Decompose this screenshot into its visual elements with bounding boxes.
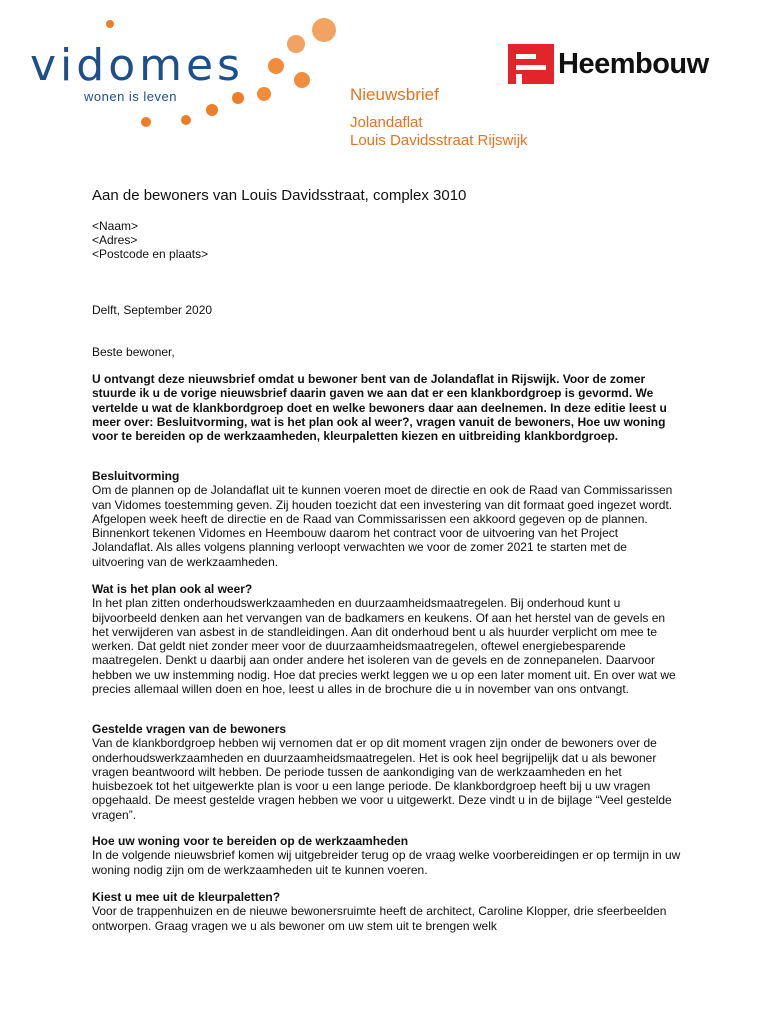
- section-body: In het plan zitten onderhoudswerkzaamheden en duurzaamheidsmaatregelen. Bij onderhoud kunt u bijvoorbeeld denken aan het vervangen van de badkamers en keukens. Of aan het herstel van de gevels en het verwijderen van asbest in de standleidingen. Aan dit onderhoud bent u als huurder verplicht om mee te werken. Dat geldt niet zonder meer voor de duurzaamheidsmaatregelen, oftewel energiebesparende maatregelen. Denkt u daarbij aan onder andere het isoleren van de gevels en de zonnepanelen. Daarvoor hebben we uw instemming nodig. Hoe dat precies werkt leggen we u op een later moment uit. En over wat we precies allemaal willen doen en hoe, leest u alles in de brochure die u in november van ons ontvangt.: [92, 596, 676, 697]
- logo-dot: [312, 18, 336, 42]
- section-heading: Kiest u mee uit de kleurpaletten?: [92, 890, 281, 904]
- heembouw-mark-icon: [508, 44, 554, 84]
- section-voorbereiding: [92, 834, 682, 877]
- logo-dot: [181, 115, 191, 125]
- section-heading: Gestelde vragen van de bewoners: [92, 722, 287, 736]
- address-street-placeholder: <Adres>: [92, 233, 138, 247]
- logo-dot: [141, 117, 151, 127]
- intro-paragraph: U ontvangt deze nieuwsbrief omdat u bewoner bent van de Jolandaflat in Rijswijk. Voor de zomer stuurde ik u de vorige nieuwsbrief daarin gaven we aan dat er een klankbordgroep is gevormd. We vertelde u wat de klankbordgroep doet en welke bewoners daar aan deelnemen. In deze editie leest u meer over: Besluitvorming, wat is het plan ook al weer?, vragen vanuit de bewoners, Hoe uw woning voor te bereiden op de werkzaamheden, kleurpaletten kiezen en uitbreiding klankbordgroep.: [92, 372, 667, 444]
- section-body: Van de klankbordgroep hebben wij vernomen dat er op dit moment vragen zijn onder de bewoners over de onderhoudswerkzaamheden en duurzaamheidsmaatregelen. Het is ook heel begrijpelijk dat u als bewoner vragen beantwoord wilt hebben. De periode tussen de aankondiging van de werkzaamheden en het huisbezoek tot het uitgewerkte plan is voor u een lange periode. De klankbordgroep heeft bij u uw vragen opgehaald. De meest gestelde vragen hebben we voor u uitgewerkt. Deze vindt u in de bijlage “Veel gestelde vragen”.: [92, 736, 672, 822]
- recipient-line: Aan de bewoners van Louis Davidsstraat, complex 3010: [92, 187, 467, 204]
- heembouw-wordmark: Heembouw: [558, 48, 709, 80]
- logo-dot: [106, 20, 114, 28]
- vidomes-tagline: wonen is leven: [84, 89, 177, 104]
- section-body: In de volgende nieuwsbrief komen wij uitgebreider terug op de vraag welke voorbereidingen er op termijn in uw woning nodig zijn om de werkzaamheden uit te kunnen voeren.: [92, 848, 681, 877]
- address-name-placeholder: <Naam>: [92, 219, 139, 233]
- logo-dot: [268, 58, 284, 74]
- logo-dot: [257, 87, 271, 101]
- section-kleurpaletten: [92, 890, 682, 933]
- logo-dot: [232, 92, 244, 104]
- section-plan: [92, 582, 682, 696]
- logo-dot: [287, 35, 305, 53]
- logo-dot: [206, 104, 218, 116]
- newsletter-label: Nieuwsbrief: [350, 85, 439, 104]
- section-body: Om de plannen op de Jolandaflat uit te kunnen voeren moet de directie en ook de Raad van Commissarissen van Vidomes toestemming geven. Zij houden toezicht dat een investering van dit formaat goed ingezet wordt. Afgelopen week heeft de directie en de Raad van Commissarissen een akkoord gegeven op de plannen. Binnenkort tekenen Vidomes en Heembouw daarom het contract voor de uitvoering van het Project Jolandaflat. Als alles volgens planning verloopt verwachten we voor de zomer 2021 te starten met de uitvoering van de werkzaamheden.: [92, 483, 673, 569]
- address-postcode-placeholder: <Postcode en plaats>: [92, 247, 209, 261]
- section-heading: Besluitvorming: [92, 469, 180, 483]
- vidomes-wordmark: vidomes: [30, 40, 244, 91]
- section-besluitvorming: [92, 469, 682, 569]
- logo-dot: [294, 72, 310, 88]
- project-name: Jolandaflat: [350, 114, 423, 131]
- letter-date: Delft, September 2020: [92, 303, 213, 317]
- salutation: Beste bewoner,: [92, 345, 175, 359]
- project-address: Louis Davidsstraat Rijswijk: [350, 132, 528, 149]
- vidomes-logo: [26, 14, 346, 144]
- heembouw-logo: [508, 44, 738, 90]
- section-body: Voor de trappenhuizen en de nieuwe bewonersruimte heeft de architect, Caroline Klopper, drie sfeerbeelden ontworpen. Graag vragen we u als bewoner om uw stem uit te brengen welk: [92, 904, 667, 933]
- section-heading: Hoe uw woning voor te bereiden op de werkzaamheden: [92, 834, 409, 848]
- section-vragen: [92, 722, 682, 822]
- section-heading: Wat is het plan ook al weer?: [92, 582, 253, 596]
